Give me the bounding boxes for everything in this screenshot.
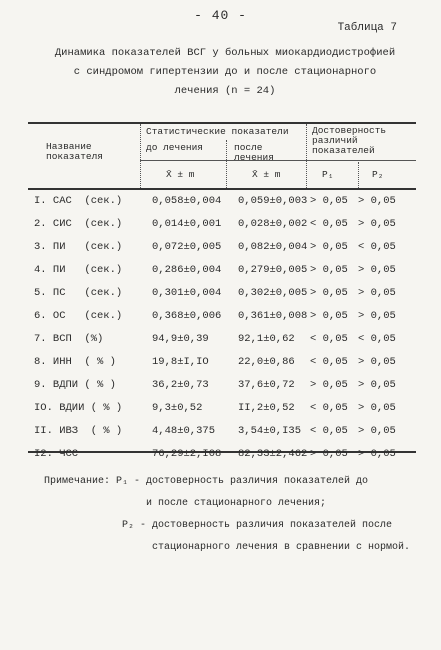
value-before: 0,286±0,004	[152, 264, 222, 276]
table-row	[28, 425, 418, 448]
note-line: и после стационарного лечения;	[44, 498, 327, 509]
value-before: 0,368±0,006	[152, 310, 222, 322]
header-after: после лечения	[234, 142, 274, 163]
value-after: 0,279±0,005	[238, 264, 308, 276]
column-separator	[306, 124, 307, 188]
page-number: - 40 -	[194, 8, 247, 23]
param-name: 5. ПС (сек.)	[34, 287, 123, 299]
p2-value: > 0,05	[358, 448, 396, 460]
p2-value: > 0,05	[358, 356, 396, 368]
table-row	[28, 287, 418, 310]
column-separator	[358, 162, 359, 188]
header-stats-group: Статистические показатели	[146, 126, 289, 137]
title-line: лечения (n = 24)	[174, 85, 276, 97]
p1-value: > 0,05	[310, 287, 348, 299]
value-before: 0,058±0,004	[152, 195, 222, 207]
p2-value: > 0,05	[358, 310, 396, 322]
header-mid-rule	[140, 160, 416, 161]
param-name: 9. ВДПИ ( % )	[34, 379, 116, 391]
p1-value: > 0,05	[310, 195, 348, 207]
value-before: 0,301±0,004	[152, 287, 222, 299]
param-name: 6. ОС (сек.)	[34, 310, 123, 322]
value-after: 0,302±0,005	[238, 287, 308, 299]
table-row	[28, 264, 418, 287]
p2-value: < 0,05	[358, 241, 396, 253]
p2-value: > 0,05	[358, 218, 396, 230]
p1-value: < 0,05	[310, 218, 348, 230]
value-after: 0,082±0,004	[238, 241, 308, 253]
param-name: I2. ЧСС	[34, 448, 79, 460]
title-line: Динамика показателей ВСГ у больных миокардиодистрофией	[54, 47, 396, 59]
value-before: 19,8±I,IO	[152, 356, 209, 368]
p1-value: > 0,05	[310, 310, 348, 322]
p2-value: < 0,05	[358, 333, 396, 345]
table-row	[28, 218, 418, 241]
table-label: Таблица 7	[337, 22, 397, 34]
param-name: 8. ИНН ( % )	[34, 356, 116, 368]
note-line: Примечание: P₁ - достоверность различия показателей до	[44, 476, 369, 487]
note-line: P₂ - достоверность различия показателей после	[44, 520, 393, 531]
p2-value: > 0,05	[358, 402, 396, 414]
value-before: 9,3±0,52	[152, 402, 203, 414]
header-before: до лечения	[146, 142, 204, 153]
param-name: 7. ВСП (%)	[34, 333, 104, 345]
header-mean-after: X̄ ± m	[252, 169, 281, 180]
value-after: 0,028±0,002	[238, 218, 308, 230]
value-after: 0,361±0,008	[238, 310, 308, 322]
header-p2: P₂	[372, 169, 384, 180]
p1-value: > 0,05	[310, 264, 348, 276]
value-before: 0,014±0,001	[152, 218, 222, 230]
value-before: 4,48±0,375	[152, 425, 216, 437]
column-separator	[226, 140, 227, 188]
header-param: Название показателя	[46, 141, 104, 162]
p2-value: > 0,05	[358, 379, 396, 391]
param-name: 3. ПИ (сек.)	[34, 241, 123, 253]
value-before: 94,9±0,39	[152, 333, 209, 345]
p2-value: > 0,05	[358, 287, 396, 299]
table-row	[28, 356, 418, 379]
table-body	[28, 195, 418, 471]
p1-value: > 0,05	[310, 448, 348, 460]
value-after: 92,1±0,62	[238, 333, 295, 345]
p1-value: < 0,05	[310, 402, 348, 414]
table-row	[28, 310, 418, 333]
table-row	[28, 195, 418, 218]
p2-value: > 0,05	[358, 264, 396, 276]
table-row	[28, 448, 418, 471]
header-mean-before: X̄ ± m	[166, 169, 195, 180]
table-title	[30, 44, 420, 101]
param-name: IO. ВДИИ ( % )	[34, 402, 123, 414]
column-separator	[140, 124, 141, 188]
note-line: стационарного лечения в сравнении с нормой.	[44, 542, 411, 553]
p2-value: > 0,05	[358, 425, 396, 437]
param-name: 4. ПИ (сек.)	[34, 264, 123, 276]
header-reliability-group: Достоверность различий показателей	[312, 125, 387, 156]
p1-value: > 0,05	[310, 379, 348, 391]
value-after: II,2±0,52	[238, 402, 295, 414]
table-top-rule	[28, 122, 416, 124]
value-after: 37,6±0,72	[238, 379, 295, 391]
param-name: II. ИВЗ ( % )	[34, 425, 123, 437]
table-row	[28, 333, 418, 356]
value-before: 0,072±0,005	[152, 241, 222, 253]
value-before: 76,29±2,I08	[152, 448, 222, 460]
table-row	[28, 379, 418, 402]
header-bottom-rule	[28, 188, 416, 190]
value-after: 22,0±0,86	[238, 356, 295, 368]
value-after: 82,33±2,462	[238, 448, 308, 460]
param-name: I. САС (сек.)	[34, 195, 123, 207]
p2-value: > 0,05	[358, 195, 396, 207]
param-name: 2. СИС (сек.)	[34, 218, 123, 230]
value-after: 3,54±0,I35	[238, 425, 302, 437]
value-after: 0,059±0,003	[238, 195, 308, 207]
p1-value: > 0,05	[310, 241, 348, 253]
p1-value: < 0,05	[310, 425, 348, 437]
value-before: 36,2±0,73	[152, 379, 209, 391]
p1-value: < 0,05	[310, 333, 348, 345]
p1-value: < 0,05	[310, 356, 348, 368]
table-row	[28, 241, 418, 264]
table-row	[28, 402, 418, 425]
header-p1: P₁	[322, 169, 334, 180]
title-line: с синдромом гипертензии до и после стационарного	[73, 66, 377, 78]
